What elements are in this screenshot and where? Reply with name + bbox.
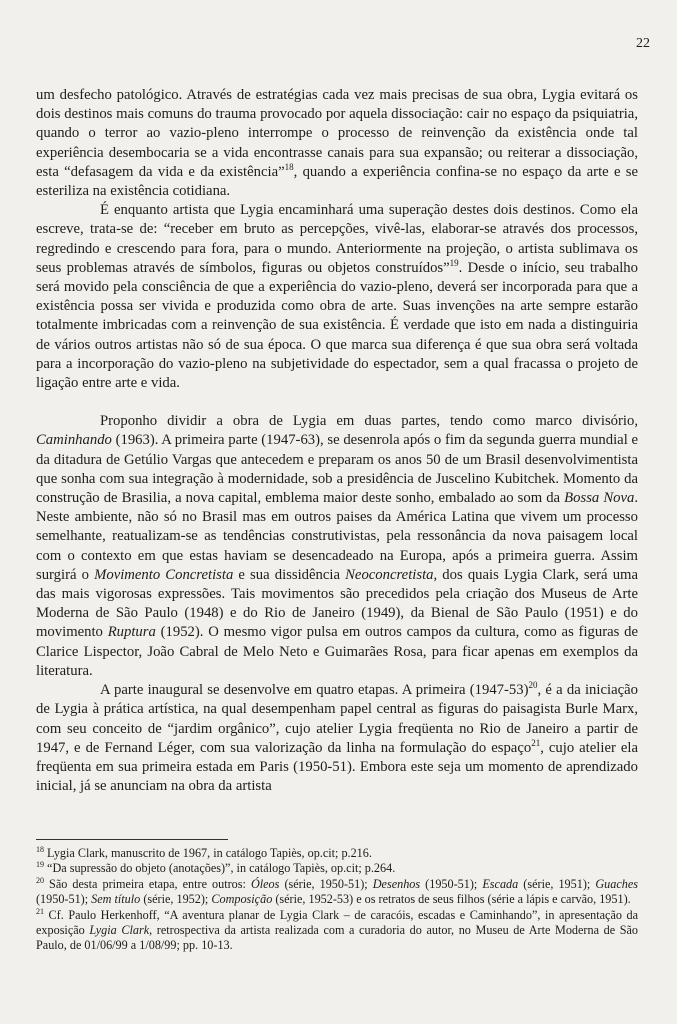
text-run: , dos quais Lygia Clark, será uma das mais vigorosas expressões. Tais movimentos são precedidos pela criação dos Museus de Arte Moderna de São Paulo (1948) e do Rio de Janeiro (1949), da Bienal de São Paulo (1951) e do movimento xyxy=(36,566,638,641)
italic-text: Composição xyxy=(211,892,273,907)
text-run: (série, 1952-53) e os retratos de seus filhos (série a lápis e carvão, 1951). xyxy=(272,892,631,907)
text-run: A parte inaugural se desenvolve em quatro etapas. A primeira (1947-53) xyxy=(100,682,529,699)
italic-text: Bossa Nova xyxy=(564,490,635,507)
footnote-reference: 19 xyxy=(449,257,459,268)
text-run: (1952). O mesmo vigor pulsa em outros campos da cultura, como as figuras de Clarice Lispector, João Cabral de Melo Neto e Guimarães Rosa, para ficar apenas em exemplos da literatura. xyxy=(36,624,638,679)
text-run: , retrospectiva da artista realizada com a curadoria do autor, no Museu de Arte Moderna de São Paulo, de 01/06/99 a 1/08/99; pp. 10-13. xyxy=(36,923,639,953)
text-run: Cf. Paulo Herkenhoff, “A aventura planar de Lygia Clark – de caracóis, escadas e Caminhando”, in apresentação da exposição xyxy=(36,907,638,938)
text-run: É enquanto artista que Lygia encaminhará uma superação destes dois destinos. Como ela escreve, trata-se de: “receber em bruto as percepções, vivê-las, elaborar-se através dos processos, regredindo e crescendo para fora, para o mundo. Anteriormente na projeção, o artista sublimava os seus problemas através de símbolos, figuras ou objetos construídos” xyxy=(36,202,638,276)
text-run: Lygia Clark, manuscrito de 1967, in catálogo Tapiès, op.cit; p.216. xyxy=(44,846,372,860)
italic-text: Desenhos xyxy=(372,876,421,891)
text-run: , é a da iniciação de Lygia à prática artística, na qual desempenham papel central as figuras do paisagista Burle Marx, com seu conceito de “jardim orgânico”, cujo atelier Lygia freqüenta no Rio de Janeiro a partir de 1947, e de Fernand Léger, com sua valorização da linha na formulação do espaço xyxy=(36,682,638,756)
paragraph xyxy=(36,412,638,681)
text-run: . Desde o início, seu trabalho será movido pela consciência de que a experiência do vazio-pleno, deverá ser incorporada para que a existência possa ser vivida e produzida como obra de arte. Suas invenções na arte sempre estarão totalmente imbricadas com a reinvenção de sua existência. É verdade que isto em nada a distinguiria de vários outros artistas não só de sua época. O que marca sua diferença é que sua obra será voltada para a incorporação do vazio-pleno na subjetividade do espectador, sem a qual fracassa o projeto de ligação entre arte e vida. xyxy=(36,259,638,392)
footnote-reference: 18 xyxy=(284,161,294,172)
text-run: (1963). A primeira parte (1947-63), se desenrola após o fim da segunda guerra mundial e da ditadura de Getúlio Vargas que antecedem e preparam os anos 50 de um Brasil desenvolvimentista que sonha com sua integração à modernidade, sob a presidência de Juscelino Kubitchek. Momento da construção de Brasilia, a nova capital, emblema maior deste sonho, embalado ao som da xyxy=(36,432,638,507)
text-run: Proponho dividir a obra de Lygia em duas partes, tendo como marco divisório, xyxy=(100,413,638,430)
footnote-divider xyxy=(36,839,228,840)
italic-text: Lygia Clark xyxy=(89,923,150,938)
paragraph xyxy=(36,681,638,796)
paragraph xyxy=(36,86,638,201)
footnote-reference: 19 xyxy=(36,860,44,870)
text-run: um desfecho patológico. Através de estratégias cada vez mais precisas de sua obra, Lygia evitará os dois destinos mais comuns do trauma provocado por aquela dissociação: cair no espaço da psiquiatria, quando o terror ao vazio-pleno interrompe o processo de reinvenção da existência onde tal experiência desembocaria se a vida encontrasse canais para sua expansão; ou reiterar a dissociação, esta “defasagem da vida e da existência” xyxy=(36,87,638,180)
text-run: . Neste ambiente, não só no Brasil mas em outros paises da América Latina que vivem um processo semelhante, reatualizam-se as tendências construtivistas, pela ressonância da nova paisagem local com o contexto em que estas haviam se desencadeado na Europa, após a primeira guerra. Assim surgirá o xyxy=(36,490,638,583)
footnote-reference: 21 xyxy=(36,906,44,916)
text-run: e sua dissidência xyxy=(233,566,346,583)
footnote xyxy=(36,846,638,861)
text-run: (série, 1951); xyxy=(518,876,596,891)
italic-text: Escada xyxy=(482,876,519,891)
text-run: , quando a experiência confina-se no espaço da arte e se esteriliza na existência cotidiana. xyxy=(36,163,638,200)
text-run: São desta primeira etapa, entre outros: xyxy=(44,876,251,891)
italic-text: Óleos xyxy=(250,876,280,891)
italic-text: Ruptura xyxy=(107,624,156,641)
footnote-reference: 20 xyxy=(528,680,538,691)
italic-text: Guaches xyxy=(595,876,638,891)
italic-text: Caminhando xyxy=(36,432,112,449)
italic-text: Neoconcretista xyxy=(345,566,434,583)
text-run: , cujo atelier ela freqüenta em sua primeira estada em Paris (1950-51). Embora este seja um momento de aprendizado inicial, já se anunciam na obra da artista xyxy=(36,739,638,795)
footnote xyxy=(36,908,638,954)
footnote xyxy=(36,861,638,876)
body-text xyxy=(36,86,638,796)
paragraph xyxy=(36,201,638,393)
text-run: (1950-51); xyxy=(420,876,483,891)
text-run: (série, 1952); xyxy=(140,892,212,907)
italic-text: Movimento Concretista xyxy=(94,566,234,583)
text-run: (série, 1950-51); xyxy=(279,876,373,891)
footnote-reference: 18 xyxy=(36,845,44,854)
footnote-reference: 20 xyxy=(36,875,44,885)
text-run: (1950-51); xyxy=(36,892,92,907)
italic-text: Sem título xyxy=(91,892,141,907)
page-number: 22 xyxy=(636,36,650,51)
footnote-reference: 21 xyxy=(531,737,541,748)
text-run: “Da supressão do objeto (anotações)”, in catálogo Tapiès, op.cit; p.264. xyxy=(44,861,396,876)
footnote xyxy=(36,877,638,908)
footnotes xyxy=(36,846,638,954)
